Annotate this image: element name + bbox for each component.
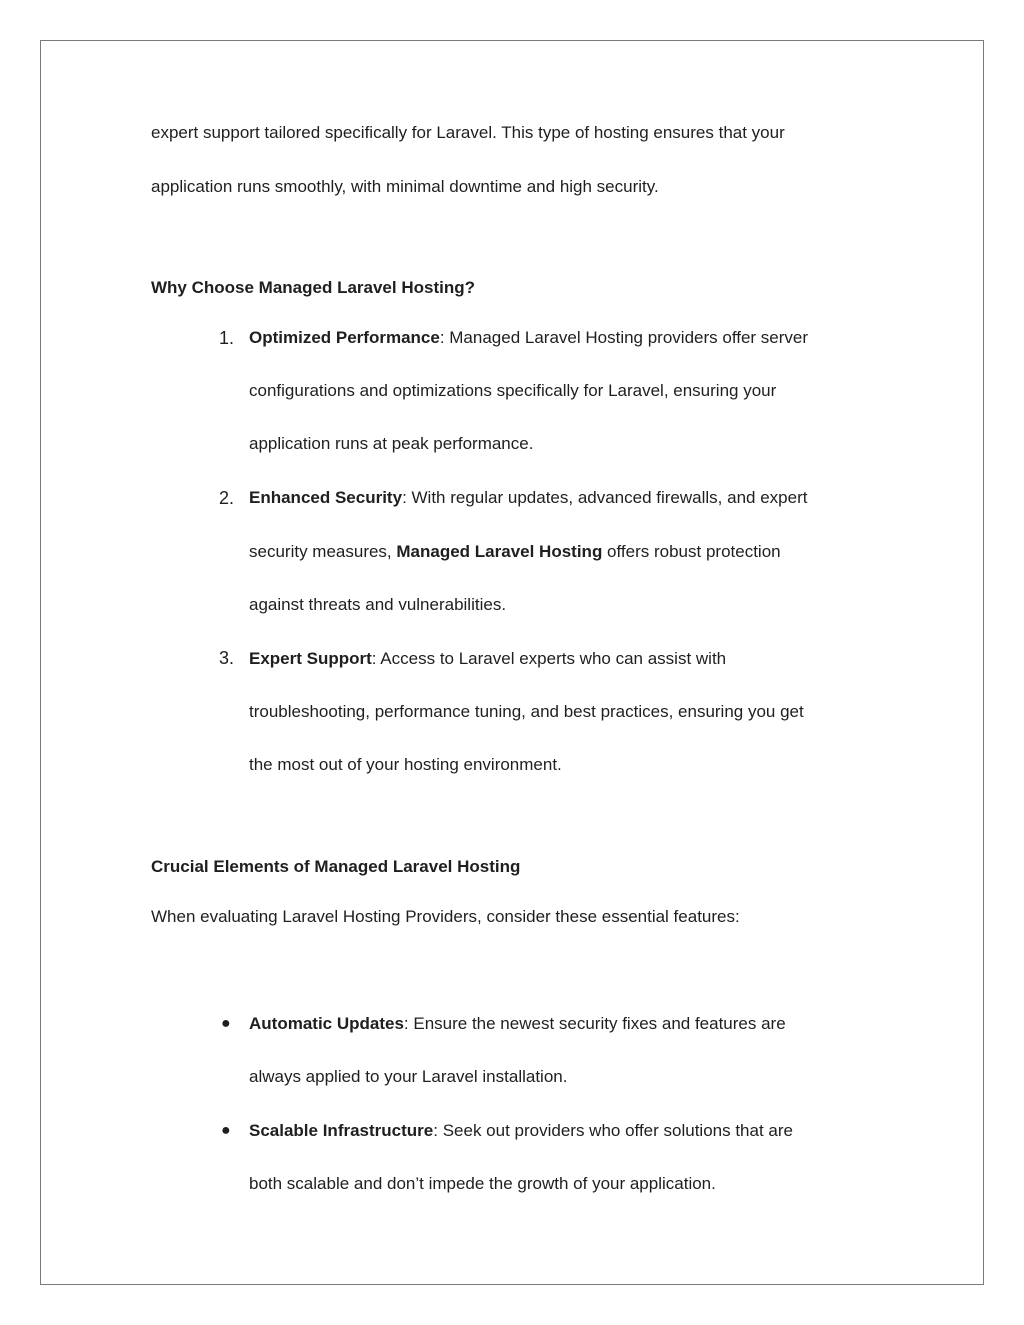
bullet-item-1-line-2: always applied to your Laravel installation.: [249, 1067, 568, 1086]
bullet-item-1-text: : Ensure the newest security fixes and features are: [403, 1014, 786, 1033]
list-item-2-line-1: [249, 487, 807, 509]
section-heading-why: Why Choose Managed Laravel Hosting?: [151, 278, 475, 297]
bullet-item-2-term: Scalable Infrastructure: [249, 1121, 434, 1140]
list-item-2-line-3: against threats and vulnerabilities.: [249, 595, 507, 614]
list-item-1-line-1: [249, 327, 808, 349]
bullet-item-2-line-1: [249, 1120, 793, 1142]
list-item-3-line-3: the most out of your hosting environment.: [249, 755, 562, 774]
list-item-2-term: Enhanced Security: [249, 488, 403, 507]
bullet-item-1-line-1: [249, 1013, 786, 1035]
list-item-1-line-2: configurations and optimizations specifically for Laravel, ensuring your: [249, 381, 777, 400]
bullet-1: ●: [221, 1015, 231, 1032]
list-number-2: 2.: [219, 488, 235, 508]
list-item-3-term: Expert Support: [249, 649, 372, 668]
intro-line-2: application runs smoothly, with minimal downtime and high security.: [151, 177, 659, 196]
section-heading-crucial: Crucial Elements of Managed Laravel Hosting: [151, 857, 521, 876]
list-item-2-line-2: [249, 541, 781, 563]
bullet-item-2-line-2: both scalable and don’t impede the growth of your application.: [249, 1174, 716, 1193]
list-number-3: 3.: [219, 648, 235, 668]
intro-line-1: expert support tailored specifically for Laravel. This type of hosting ensures that your: [151, 123, 785, 142]
bullet-2: ●: [221, 1122, 231, 1139]
list-item-1-text: : Managed Laravel Hosting providers offer server: [439, 328, 809, 347]
list-item-2-text: : With regular updates, advanced firewalls, and expert: [402, 488, 808, 507]
list-item-2-line-2-post: offers robust protection: [602, 542, 781, 561]
list-item-1-term: Optimized Performance: [249, 328, 440, 347]
list-item-2-line-2-pre: security measures,: [249, 542, 397, 561]
list-number-1: 1.: [219, 328, 235, 348]
bullet-item-1-term: Automatic Updates: [249, 1014, 404, 1033]
list-item-3-line-1: [249, 648, 726, 670]
list-item-3-line-2: troubleshooting, performance tuning, and best practices, ensuring you get: [249, 702, 804, 721]
list-item-3-text: : Access to Laravel experts who can assist with: [371, 649, 727, 668]
section-2-intro: When evaluating Laravel Hosting Providers, consider these essential features:: [151, 907, 740, 926]
list-item-1-line-3: application runs at peak performance.: [249, 434, 534, 453]
list-item-2-line-2-bold: Managed Laravel Hosting: [396, 542, 603, 561]
bullet-item-2-text: : Seek out providers who offer solutions that are: [433, 1121, 793, 1140]
